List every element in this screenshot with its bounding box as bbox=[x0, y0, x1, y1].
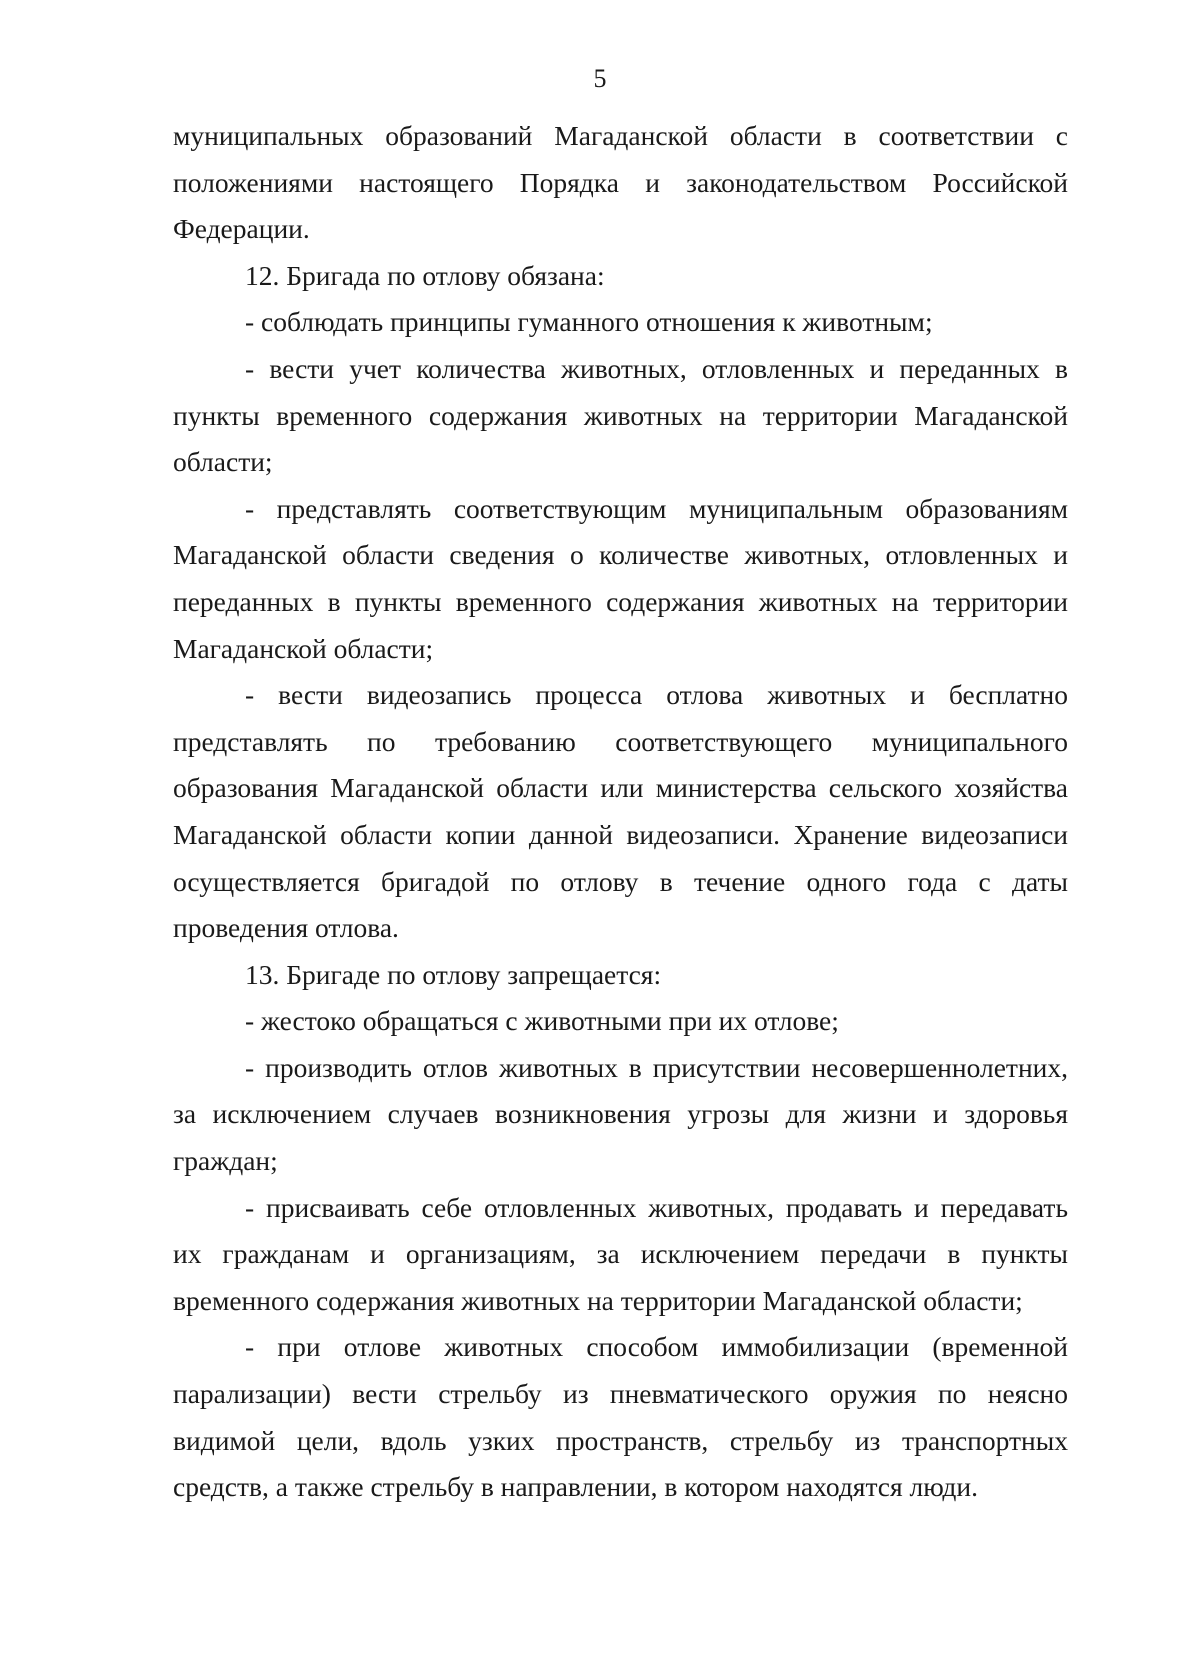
clause-12-item: - соблюдать принципы гуманного отношения к животным; bbox=[245, 306, 933, 338]
paragraph-continuation: муниципальных образований Магаданской области в соответствии с положениями настоящего Порядка и законодательством Российской Федерации. bbox=[173, 120, 1068, 245]
clause-12-item: - вести видеозапись процесса отлова животных и бесплатно представлять по требованию соответствующего муниципального образования Магаданской области или министерства сельского хозяйства Магаданской области копии данной видеозаписи. Хранение видеозаписи осуществляется бригадой по отлову в течение одного года с даты проведения отлова. bbox=[173, 679, 1068, 944]
clause-13-item: - производить отлов животных в присутствии несовершеннолетних, за исключением случаев возникновения угрозы для жизни и здоровья граждан; bbox=[173, 1051, 1068, 1177]
clause-13-item: - жестоко обращаться с животными при их отлове; bbox=[245, 1005, 839, 1037]
clause-13-item: - присваивать себе отловленных животных, продавать и передавать их гражданам и организациям, за исключением передачи в пункты временного содержания животных на территории Магаданской области; bbox=[173, 1191, 1068, 1316]
clause-12-item: - вести учет количества животных, отловленных и переданных в пункты временного содержания животных на территории Магаданской области; bbox=[173, 352, 1068, 478]
clause-12-item: - представлять соответствующим муниципальным образованиям Магаданской области сведения о количестве животных, отловленных и переданных в пункты временного содержания животных на территории Магаданской области; bbox=[173, 492, 1068, 664]
clause-13-heading: 13. Бригаде по отлову запрещается: bbox=[245, 958, 662, 990]
clause-13-item: - при отлове животных способом иммобилизации (временной парализации) вести стрельбу из пневматического оружия по неясно видимой цели, вдоль узких пространств, стрельбу из транспортных средств, а также стрельбу в направлении, в котором находятся люди. bbox=[173, 1331, 1068, 1503]
page-number: 5 bbox=[593, 64, 607, 93]
document-body bbox=[173, 113, 1068, 1511]
clause-12-heading: 12. Бригада по отлову обязана: bbox=[245, 259, 605, 291]
